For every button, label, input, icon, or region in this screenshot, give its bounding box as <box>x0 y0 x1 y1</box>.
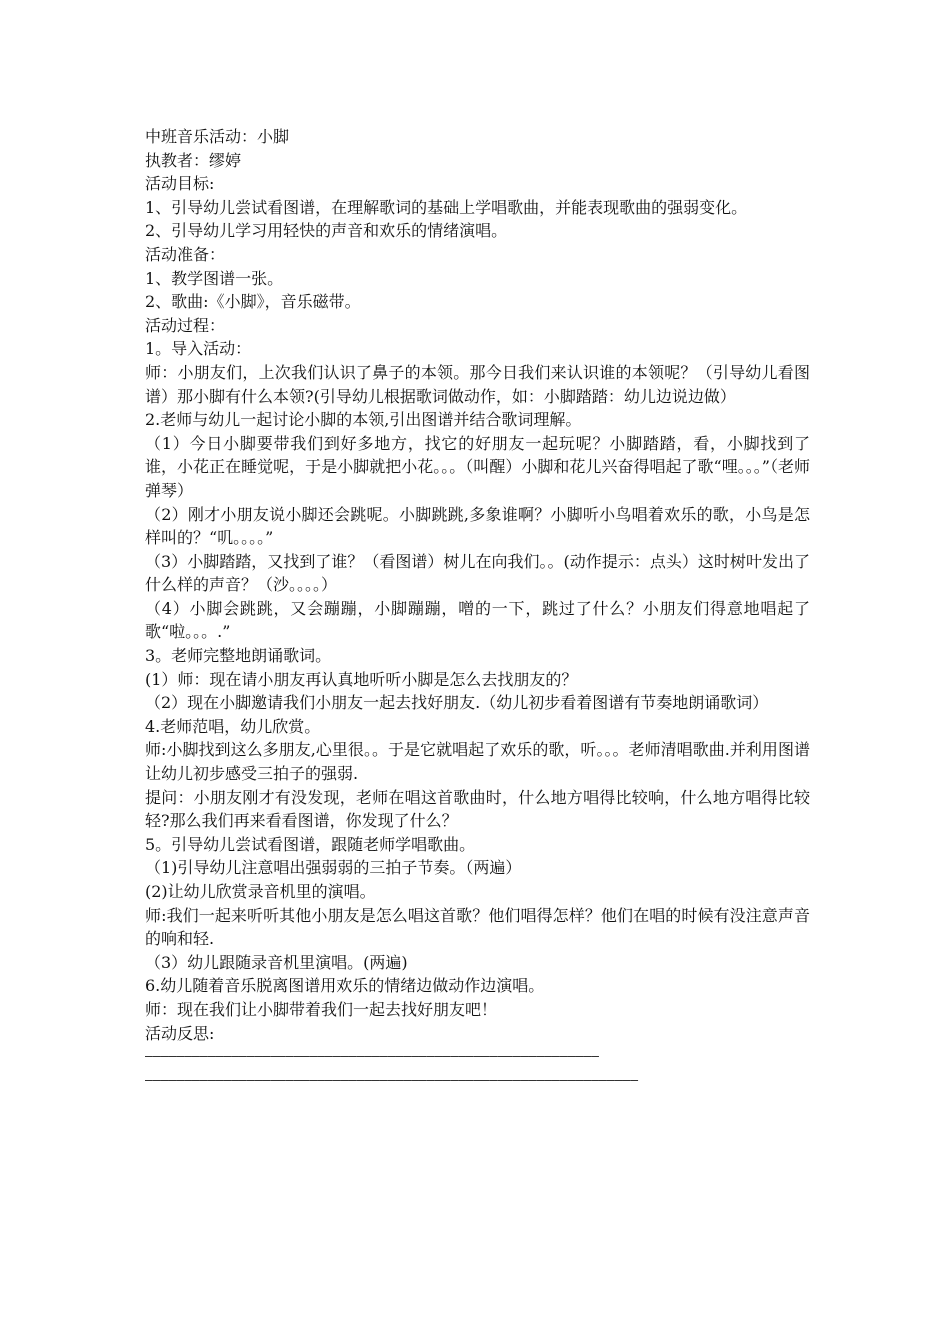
process-paragraph: (1）师：现在请小朋友再认真地听听小脚是怎么去找朋友的？ <box>145 669 578 689</box>
process-paragraph: (2)让幼儿欣赏录音机里的演唱。 <box>145 882 376 901</box>
process-step: 4.老师范唱，幼儿欣赏。 <box>145 716 321 736</box>
process-paragraph: （1）今日小脚要带我们到好多地方，找它的好朋友一起玩呢？小脚踏踏，看，小脚找到了谁，小花正在睡觉呢，于是小脚就把小花。。。（叫醒）小脚和花儿兴奋得唱起了歌“哩。。。”（老师弹琴） <box>145 433 810 500</box>
reflection-rule-line: —————————————————————————————————————————————————————————— <box>145 1049 599 1065</box>
section-heading-process: 活动过程： <box>145 315 226 335</box>
process-paragraph: 师:小脚找到这么多朋友,心里很。。于是它就唱起了欢乐的歌，听。。。老师清唱歌曲.并利用图谱让幼儿初步感受三拍子的强弱. <box>145 740 810 784</box>
process-step: 6.幼儿随着音乐脱离图谱用欢乐的情绪边做动作边演唱。 <box>145 976 545 996</box>
process-step: 1。导入活动： <box>145 339 252 359</box>
process-step: 5。引导幼儿尝试看图谱，跟随老师学唱歌曲。 <box>145 834 476 854</box>
process-paragraph: 师：小朋友们，上次我们认识了鼻子的本领。那今日我们来认识谁的本领呢？（引导幼儿看图谱）那小脚有什么本领?(引导幼儿根据歌词做动作，如：小脚踏踏：幼儿边说边做） <box>145 362 810 406</box>
preparation-item: 2、歌曲:《小脚》，音乐磁带。 <box>145 292 361 312</box>
process-paragraph: （3）小脚踏踏，又找到了谁？（看图谱）树儿在向我们。。(动作提示：点头）这时树叶发出了什么样的声音？（沙。。。。） <box>145 551 810 595</box>
section-heading-goals: 活动目标: <box>145 174 215 194</box>
preparation-item: 1、教学图谱一张。 <box>145 268 284 288</box>
process-step: 3。老师完整地朗诵歌词。 <box>145 646 332 666</box>
process-paragraph: （2）刚才小朋友说小脚还会跳呢。小脚跳跳,多象谁啊？小脚听小鸟唱着欢乐的歌，小鸟是怎样叫的？“叽。。。。” <box>145 504 810 548</box>
process-paragraph: （3）幼儿跟随录音机里演唱。(两遍) <box>145 952 408 972</box>
process-paragraph: 师:我们一起来听听其他小朋友是怎么唱这首歌？他们唱得怎样？他们在唱的时候有没注意声音的响和轻. <box>145 905 810 949</box>
process-step: 2.老师与幼儿一起讨论小脚的本领,引出图谱并结合歌词理解。 <box>145 410 582 430</box>
reflection-rule-line: ——————————————————————————————————————————————————————————————— <box>145 1072 639 1088</box>
goal-item: 2、引导幼儿学习用轻快的声音和欢乐的情绪演唱。 <box>145 221 508 241</box>
doc-title: 中班音乐活动：小脚 <box>145 127 290 146</box>
document-body <box>145 125 810 1092</box>
doc-teacher: 执教者：缪婷 <box>145 150 242 170</box>
section-heading-reflection: 活动反思: <box>145 1023 215 1043</box>
process-paragraph: 师：现在我们让小脚带着我们一起去找好朋友吧！ <box>145 999 498 1019</box>
process-paragraph: （4）小脚会跳跳，又会蹦蹦，小脚蹦蹦，噌的一下，跳过了什么？小朋友们得意地唱起了歌“啦。。。.” <box>145 598 810 642</box>
process-paragraph: （2）现在小脚邀请我们小朋友一起去找好朋友.（幼儿初步看着图谱有节奏地朗诵歌词） <box>145 693 769 713</box>
section-heading-preparation: 活动准备： <box>145 244 226 264</box>
goal-item: 1、引导幼儿尝试看图谱，在理解歌词的基础上学唱歌曲，并能表现歌曲的强弱变化。 <box>145 197 748 217</box>
process-paragraph: 提问：小朋友刚才有没发现，老师在唱这首歌曲时，什么地方唱得比较响，什么地方唱得比较轻?那么我们再来看看图谱，你发现了什么？ <box>145 787 810 831</box>
process-paragraph: （1)引导幼儿注意唱出强弱弱的三拍子节奏。（两遍） <box>145 858 522 878</box>
